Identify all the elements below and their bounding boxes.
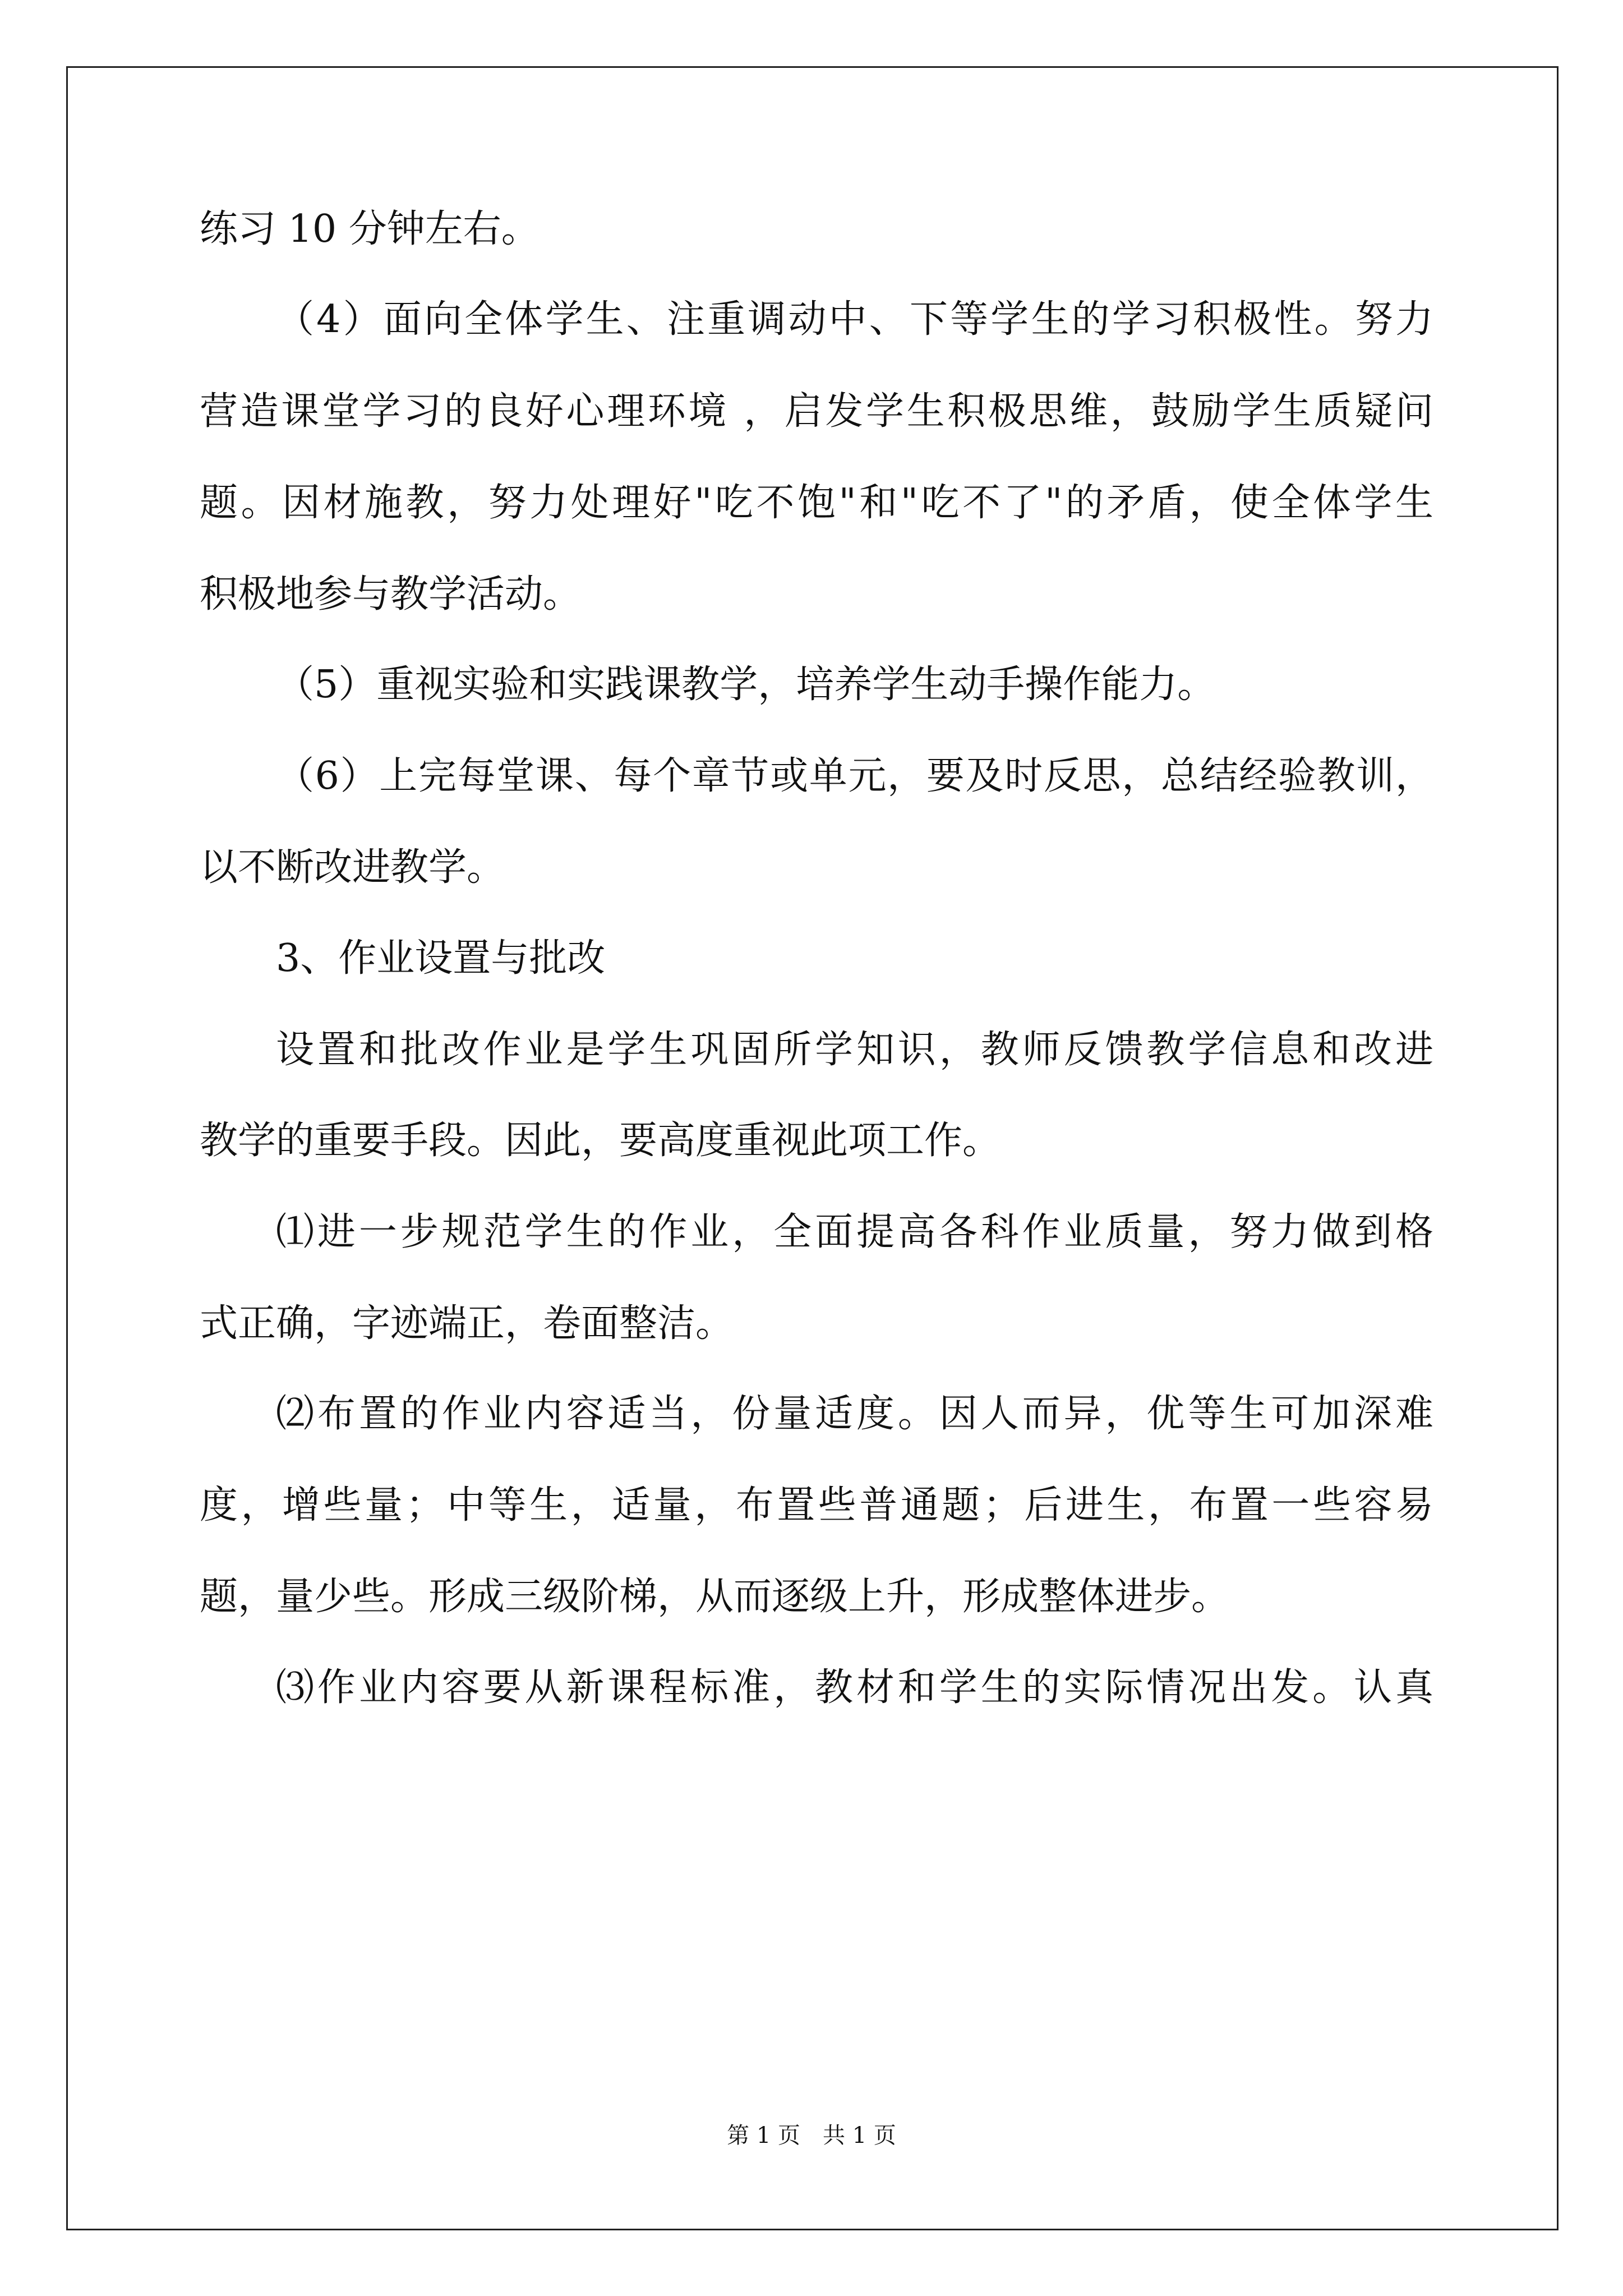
text-line: 积极地参与教学活动。 <box>200 572 582 616</box>
text-line: ⑴进一步规范学生的作业，全面提高各科作业质量，努力做到格 <box>276 1210 1433 1254</box>
text-line: 营造课堂学习的良好心理环境 ，启发学生积极思维，鼓励学生质疑问 <box>200 389 1433 434</box>
text-line: 题。因材施教，努力处理好"吃不饱"和"吃不了"的矛盾，使全体学生 <box>200 481 1433 525</box>
section-heading: 3、作业设置与批改 <box>276 936 606 981</box>
page-number-label: 第 1 页 共 1 页 <box>727 2123 896 2148</box>
text-line: 以不断改进教学。 <box>200 845 505 890</box>
text-line: ⑶作业内容要从新课程标准，教材和学生的实际情况出发。认真 <box>276 1665 1433 1710</box>
text-line: 度，增些量；中等生，适量，布置些普通题；后进生，布置一些容易 <box>200 1483 1433 1527</box>
text-line: ⑵布置的作业内容适当，份量适度。因人而异，优等生可加深难 <box>276 1392 1433 1436</box>
text-line: 题，量少些。形成三级阶梯，从而逐级上升，形成整体进步。 <box>200 1575 1230 1619</box>
text-line: （4）面向全体学生、注重调动中、下等学生的学习积极性。努力 <box>276 297 1433 342</box>
text-line: （6）上完每堂课、每个章节或单元，要及时反思，总结经验教训， <box>276 754 1433 798</box>
text-line: （5）重视实验和实践课教学，培养学生动手操作能力。 <box>276 662 1216 707</box>
text-line: 练习 10 分钟左右。 <box>200 207 540 251</box>
text-line: 教学的重要手段。因此，要高度重视此项工作。 <box>200 1119 1001 1163</box>
text-line: 式正确，字迹端正，卷面整洁。 <box>200 1301 734 1346</box>
text-line: 设置和批改作业是学生巩固所学知识，教师反馈教学信息和改进 <box>276 1028 1433 1072</box>
page-footer <box>0 2122 1623 2150</box>
